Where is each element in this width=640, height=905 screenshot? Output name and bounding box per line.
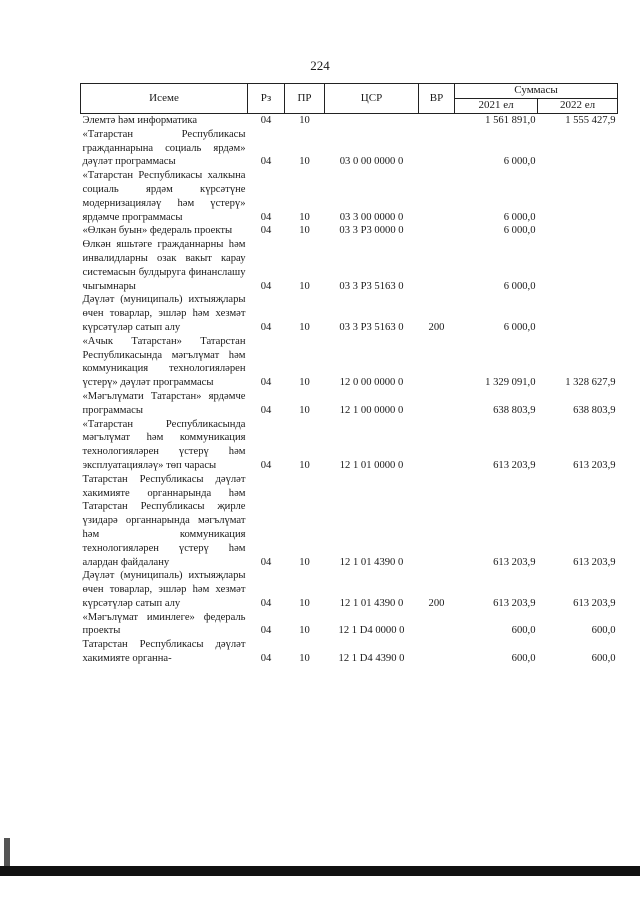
row-vr: 200 [428, 597, 445, 609]
row-csr: 03 3 P3 5163 0 [339, 321, 404, 333]
row-pr: 10 [299, 280, 310, 292]
row-name: «Татарстан Республикасында мәгълүмат һәм коммуникация технологияләрен үстерү һәм эксплуатацияләү» төп чарасы [82, 418, 246, 471]
row-rz: 04 [260, 115, 272, 126]
row-amount-2022: 613 203,9 [573, 556, 616, 568]
row-amount-2021: 638 803,9 [493, 404, 536, 416]
table-row [81, 238, 618, 293]
header-sums: Суммасы [455, 84, 618, 99]
table-row [81, 569, 618, 610]
table-row [81, 169, 618, 224]
row-rz: 04 [260, 225, 272, 237]
table-row [81, 128, 618, 169]
row-vr [419, 238, 455, 293]
row-pr: 10 [299, 211, 310, 223]
row-rz: 04 [260, 280, 272, 292]
row-pr: 10 [299, 404, 310, 416]
row-vr [419, 473, 455, 570]
row-name: «Татарстан Республикасы халкына социаль ярдәм күрсәтүне модернизацияләү һәм үстерү» ярдәмче программасы [82, 170, 246, 223]
row-rz: 04 [260, 597, 272, 609]
row-pr: 10 [299, 225, 310, 237]
row-csr: 03 3 00 0000 0 [339, 211, 404, 223]
row-amount-2021: 600,0 [511, 625, 536, 637]
row-amount-2022: 600,0 [591, 653, 616, 665]
budget-table [80, 83, 618, 666]
row-pr: 10 [299, 597, 310, 609]
row-csr: 12 1 D4 0000 0 [338, 625, 405, 637]
row-name: «Мәгълүмат иминлеге» федераль проекты [82, 611, 246, 637]
row-amount-2022: 638 803,9 [573, 404, 616, 416]
row-amount-2021: 600,0 [511, 653, 536, 665]
table-row [81, 611, 618, 639]
row-csr: 03 0 00 0000 0 [339, 156, 404, 168]
row-vr [419, 128, 455, 169]
header-year-2021: 2021 ел [455, 99, 538, 114]
row-rz: 04 [260, 404, 272, 416]
row-csr: 12 1 01 0000 0 [339, 459, 404, 471]
row-csr: 03 3 P3 0000 0 [339, 225, 404, 237]
row-amount-2021: 1 329 091,0 [485, 377, 536, 389]
row-name: Элемтә һәм информатика [82, 115, 198, 126]
table-header [81, 84, 618, 114]
row-pr: 10 [299, 156, 310, 168]
row-amount-2022 [538, 169, 618, 224]
table-row [81, 335, 618, 390]
row-csr: 12 1 00 0000 0 [339, 404, 404, 416]
header-year-2022: 2022 ел [538, 99, 618, 114]
row-vr [419, 224, 455, 238]
row-amount-2022 [538, 224, 618, 238]
header-name: Исеме [81, 84, 248, 114]
row-vr [419, 169, 455, 224]
row-amount-2021: 6 000,0 [503, 225, 536, 237]
table-body [81, 114, 618, 666]
row-name: Дәүләт (муниципаль) ихтыяҗлары өчен товарлар, эшләр һәм хезмәт күрсәтүләр сатып алу [82, 570, 246, 609]
row-amount-2022 [538, 293, 618, 334]
row-pr: 10 [299, 625, 310, 637]
row-amount-2021: 6 000,0 [503, 211, 536, 223]
row-name: «Өлкән буын» федераль проекты [82, 225, 233, 237]
row-amount-2021: 6 000,0 [503, 156, 536, 168]
row-pr: 10 [299, 321, 310, 333]
row-amount-2021: 613 203,9 [493, 459, 536, 471]
table-row [81, 418, 618, 473]
row-pr: 10 [299, 115, 310, 126]
row-pr: 10 [299, 459, 310, 471]
row-rz: 04 [260, 556, 272, 568]
row-name: Дәүләт (муниципаль) ихтыяҗлары өчен товарлар, эшләр һәм хезмәт күрсәтүләр сатып алу [82, 294, 246, 333]
row-amount-2022: 600,0 [591, 625, 616, 637]
row-amount-2021: 6 000,0 [503, 321, 536, 333]
row-amount-2021: 1 561 891,0 [485, 115, 536, 126]
row-rz: 04 [260, 625, 272, 637]
row-name: Татарстан Республикасы дәүләт хакимияте органнарында һәм Татарстан Республикасы җирле үзидарә органнарында мәгълүмат һәм коммуникация технологияләрен үстерү һәм алардан файдалану [82, 473, 246, 568]
table-row [81, 224, 618, 238]
page-number: 224 [310, 58, 330, 73]
row-amount-2022: 1 555 427,9 [565, 115, 616, 126]
scan-edge-mark [4, 838, 10, 866]
row-vr [419, 390, 455, 418]
header-vr: ВР [419, 84, 455, 114]
row-pr: 10 [299, 377, 310, 389]
row-name: Татарстан Республикасы дәүләт хакимияте органна- [82, 639, 246, 665]
row-csr: 12 1 D4 4390 0 [338, 653, 405, 665]
row-amount-2021: 613 203,9 [493, 556, 536, 568]
row-amount-2022 [538, 128, 618, 169]
row-amount-2022 [538, 238, 618, 293]
row-vr [419, 638, 455, 666]
row-name: «Татарстан Республикасы гражданнарына социаль ярдәм» дәүләт программасы [82, 128, 246, 168]
row-name: «Ачык Татарстан» Татарстан Республикасында мәгълүмат һәм коммуникация технологияләрен үстерү» дәүләт программасы [82, 335, 246, 389]
row-csr: 03 3 P3 5163 0 [339, 280, 404, 292]
scan-bottom-band [0, 866, 640, 876]
row-csr: 12 1 01 4390 0 [339, 597, 404, 609]
row-rz: 04 [260, 211, 272, 223]
row-vr [419, 611, 455, 639]
table-row [81, 390, 618, 418]
row-vr [419, 335, 455, 390]
header-pr: ПР [285, 84, 325, 114]
row-pr: 10 [299, 556, 310, 568]
row-name: «Мәгълүмати Татарстан» ярдәмче программасы [82, 390, 246, 416]
row-rz: 04 [260, 653, 272, 665]
header-rz: Рз [248, 84, 285, 114]
row-csr [325, 114, 419, 128]
row-amount-2022: 613 203,9 [573, 597, 616, 609]
row-vr [419, 114, 455, 128]
row-vr: 200 [428, 321, 445, 333]
row-csr: 12 0 00 0000 0 [339, 377, 404, 389]
table-row [81, 293, 618, 334]
row-name: Өлкән яшьтәге гражданнарны һәм инвалидларны озак вакыт карау системасын булдыруга финанслашу чыгымнары [82, 239, 246, 292]
row-amount-2021: 6 000,0 [503, 280, 536, 292]
row-amount-2021: 613 203,9 [493, 597, 536, 609]
row-amount-2022: 613 203,9 [573, 459, 616, 471]
row-vr [419, 418, 455, 473]
row-rz: 04 [260, 321, 272, 333]
row-rz: 04 [260, 156, 272, 168]
row-pr: 10 [299, 653, 310, 665]
header-csr: ЦСР [325, 84, 419, 114]
row-amount-2022: 1 328 627,9 [565, 377, 616, 389]
row-rz: 04 [260, 377, 272, 389]
row-csr: 12 1 01 4390 0 [339, 556, 404, 568]
table-row [81, 638, 618, 666]
row-rz: 04 [260, 459, 272, 471]
table-row [81, 114, 618, 128]
table-row [81, 473, 618, 570]
